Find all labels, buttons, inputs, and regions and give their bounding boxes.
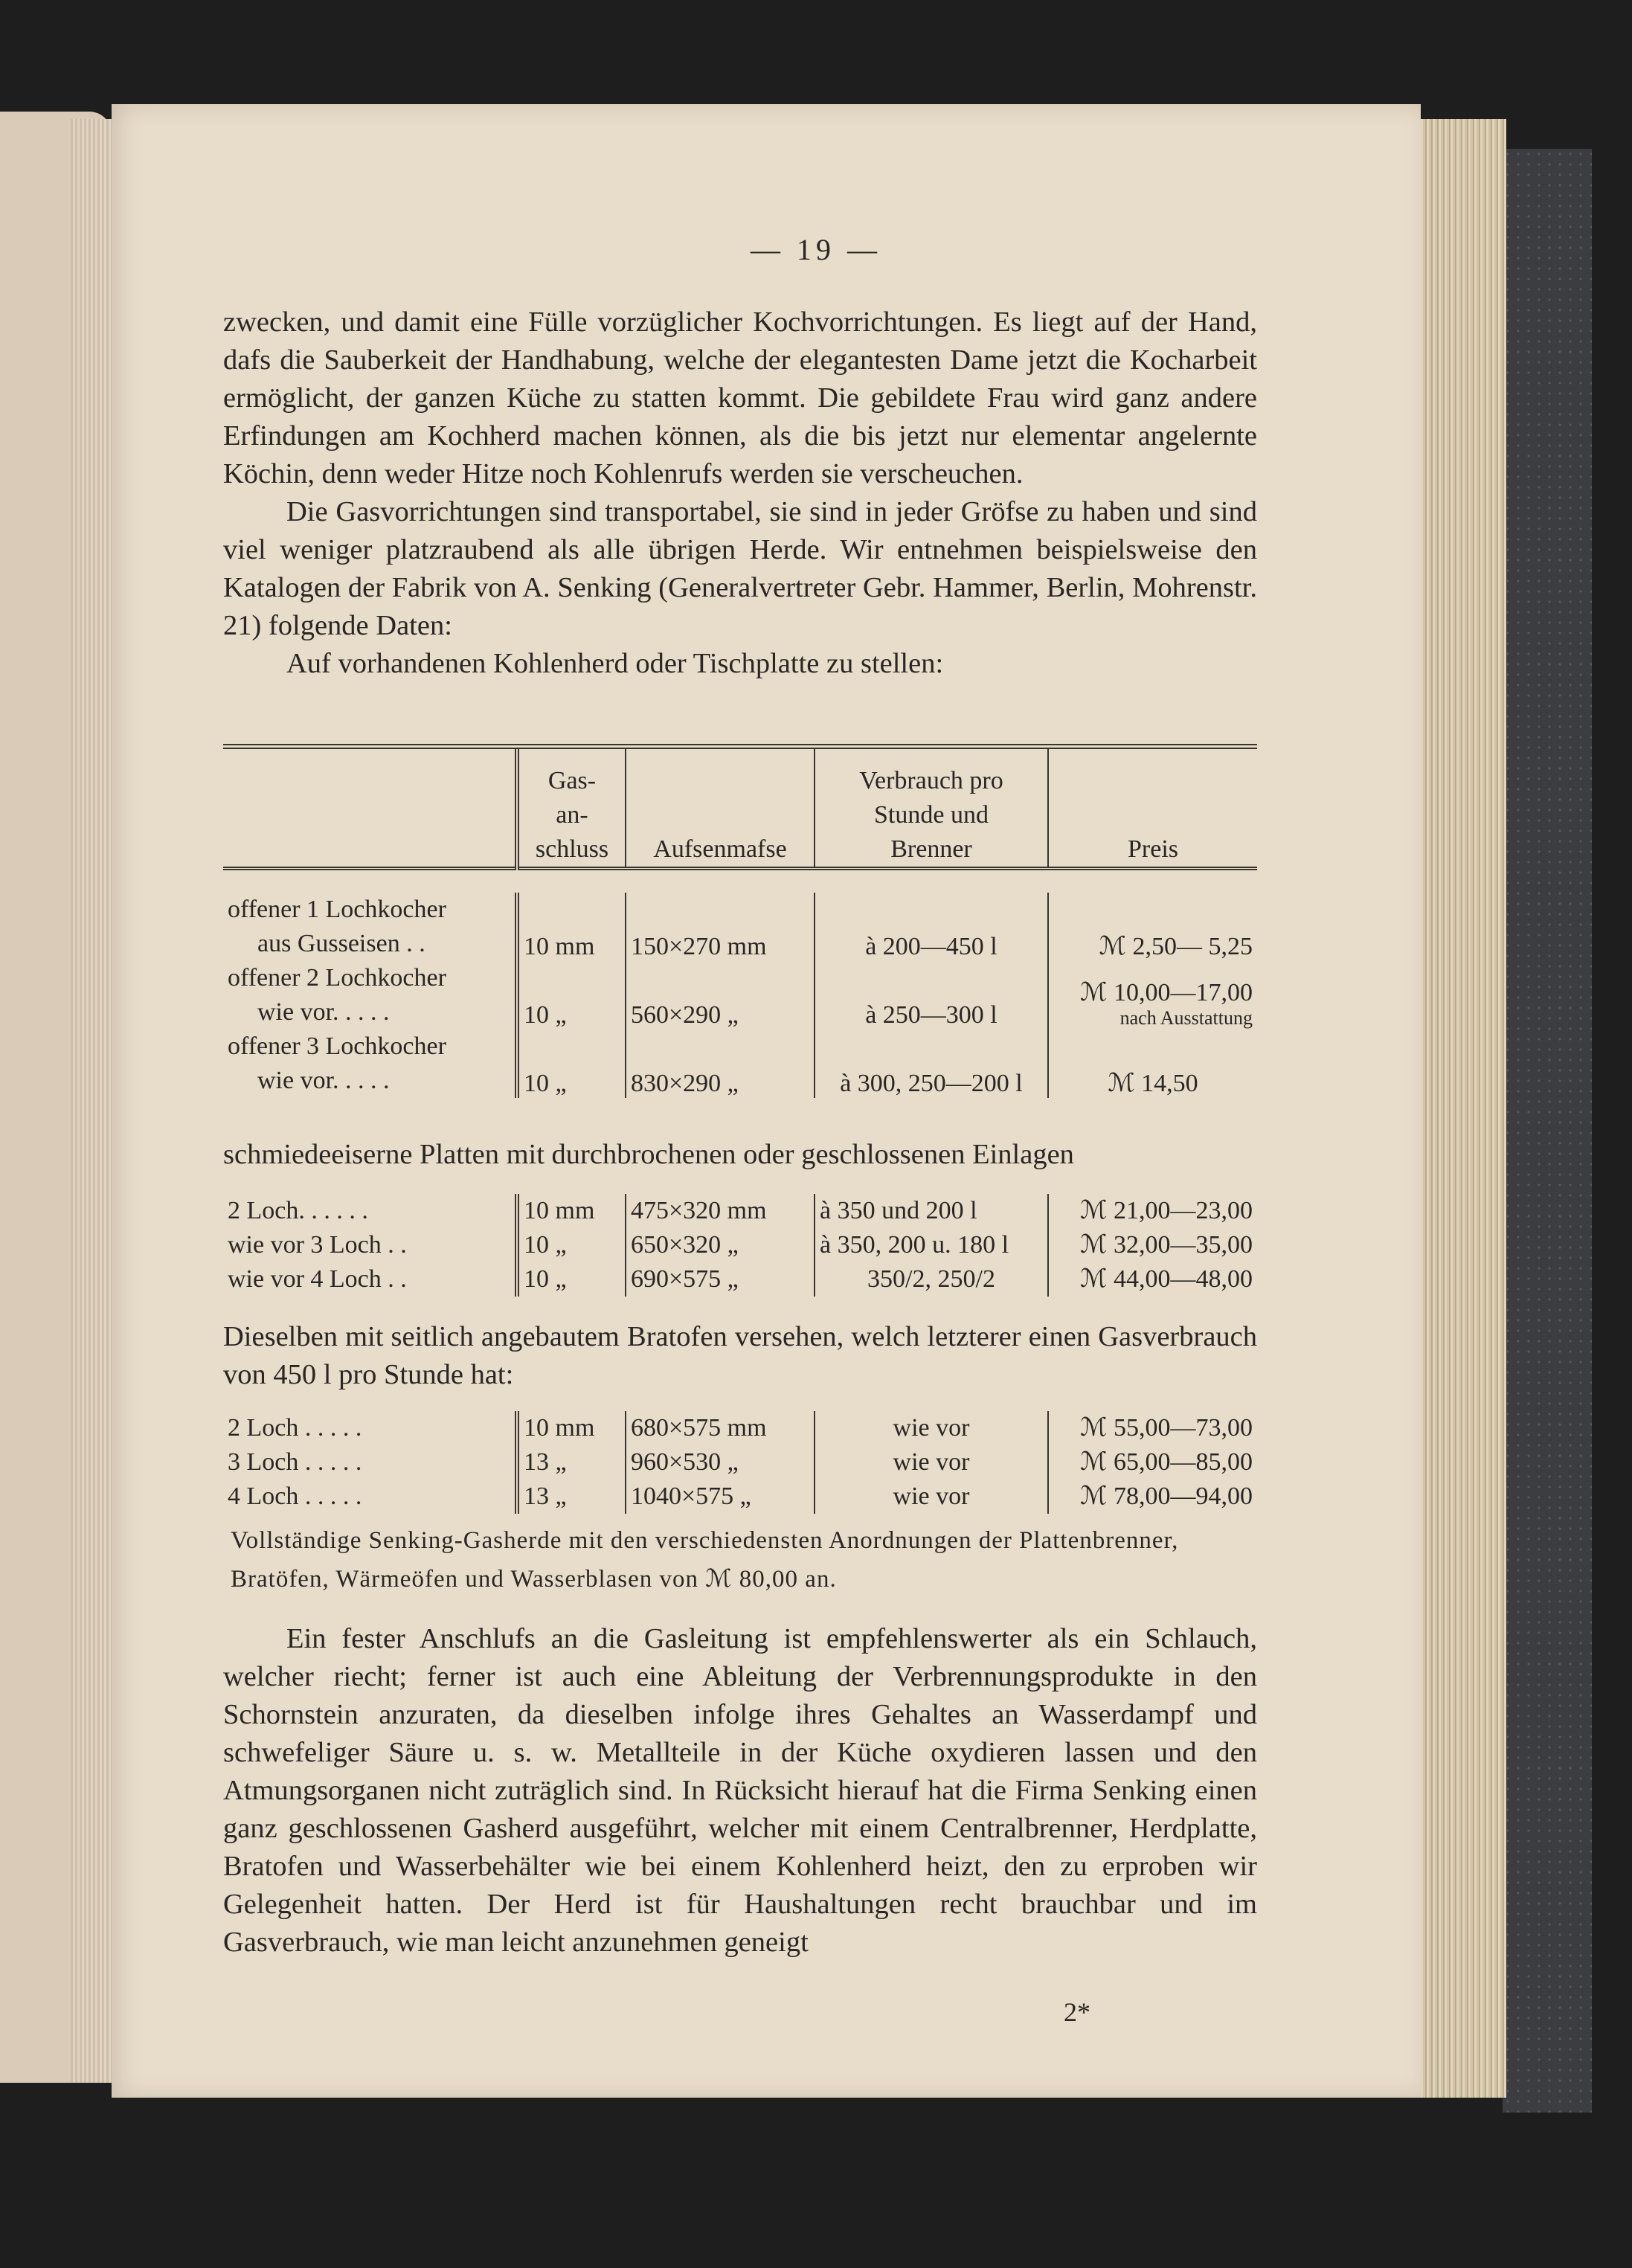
cell-name: 2 Loch. . . . . . xyxy=(228,1197,368,1224)
table-row xyxy=(223,1228,1257,1262)
table-row xyxy=(223,893,1257,961)
cell-size: 475×320 mm xyxy=(626,1194,815,1228)
table-heading-1: Auf vorhandenen Kohlenherd oder Tischplatte zu stellen: xyxy=(286,648,944,679)
row-name-line1: offener 2 Lochkocher xyxy=(228,963,446,992)
row-name-line1: offener 3 Lochkocher xyxy=(228,1032,446,1060)
cell-size: 1040×575 „ xyxy=(626,1480,815,1514)
cell-consumption: wie vor xyxy=(815,1445,1048,1480)
price-note: nach Ausstattung xyxy=(1119,1006,1253,1029)
cell-name: wie vor 3 Loch . . xyxy=(228,1231,407,1259)
cell-gas: 13 „ xyxy=(517,1480,626,1514)
row-name-line2: wie vor. . . . . xyxy=(257,1066,390,1094)
signature-mark: 2* xyxy=(1064,1997,1090,2027)
cell-price: ℳ 65,00—85,00 xyxy=(1048,1445,1257,1480)
cell-consumption: 350/2, 250/2 xyxy=(815,1262,1048,1297)
paragraph-1-text: zwecken, und damit eine Fülle vorzüglicher Kochvorrichtungen. Es liegt auf der Hand, dafs die Sauberkeit der Handhabung, welche der elegantesten Dame jetzt die Kocharbeit ermöglicht, der ganzen Küche zu statten kommt. Die gebildete Frau wird ganz andere Erfindungen am Kochherd machen können, als die bis jetzt nur elementar angelernte Köchin, denn weder Hitze noch Kohlenrufs werden sie verscheuchen. xyxy=(223,306,1257,489)
cell-size: 960×530 „ xyxy=(626,1445,815,1480)
cell-size: 830×290 „ xyxy=(626,1029,815,1098)
header-gas: Gas- an- schluss xyxy=(517,749,626,868)
cell-consumption: à 350 und 200 l xyxy=(815,1194,1048,1228)
cell-name: 4 Loch . . . . . xyxy=(228,1482,362,1510)
cell-price: ℳ 78,00—94,00 xyxy=(1048,1480,1257,1514)
cell-gas: 10 „ xyxy=(517,1228,626,1262)
cell-size: 150×270 mm xyxy=(626,893,815,961)
cell-gas: 10 „ xyxy=(517,1262,626,1297)
book-cover xyxy=(1503,149,1592,2113)
cell-gas: 13 „ xyxy=(517,1445,626,1480)
cell-size: 560×290 „ xyxy=(626,961,815,1029)
table-row xyxy=(223,1029,1257,1098)
row-name-line2: aus Gusseisen . . xyxy=(257,929,425,957)
cell-size: 650×320 „ xyxy=(626,1228,815,1262)
cell-consumption: à 250—300 l xyxy=(815,961,1048,1029)
header-size: Aufsenmafse xyxy=(626,749,815,868)
table-row xyxy=(223,1411,1257,1445)
cell-name: wie vor 4 Loch . . xyxy=(228,1265,407,1293)
row-name-line1: offener 1 Lochkocher xyxy=(228,895,446,923)
cell-consumption: à 350, 200 u. 180 l xyxy=(815,1228,1048,1262)
cell-price: ℳ 21,00—23,00 xyxy=(1048,1194,1257,1228)
page-number: — 19 — xyxy=(751,233,881,266)
table-row xyxy=(223,961,1257,1029)
catalog-note: Vollständige Senking-Gasherde mit den verschiedensten Anordnungen der Plattenbrenner, Bratöfen, Wärmeöfen und Wasserblasen von ℳ 80,00 an. xyxy=(231,1527,1179,1593)
cell-gas: 10 mm xyxy=(517,1411,626,1445)
cell-consumption: à 300, 250—200 l xyxy=(815,1029,1048,1098)
header-price: Preis xyxy=(1048,749,1257,868)
paragraph-1 xyxy=(223,303,1257,683)
table-row xyxy=(223,1194,1257,1228)
cell-gas: 10 mm xyxy=(517,893,626,961)
row-name-line2: wie vor. . . . . xyxy=(257,998,390,1026)
cell-gas: 10 mm xyxy=(517,1194,626,1228)
left-page-edge xyxy=(71,119,112,2083)
table-row xyxy=(223,1480,1257,1514)
table-heading-3: Dieselben mit seitlich angebautem Bratofen versehen, welch letzterer einen Gasverbrauch von 450 l pro Stunde hat: xyxy=(223,1321,1257,1390)
table-group-2 xyxy=(223,1194,1257,1297)
page-edges xyxy=(1417,119,1506,2098)
cell-price: ℳ 55,00—73,00 xyxy=(1048,1411,1257,1445)
price-value: ℳ 10,00—17,00 xyxy=(1080,978,1253,1006)
cell-consumption: wie vor xyxy=(815,1411,1048,1445)
cell-price xyxy=(1048,961,1257,1029)
cell-price: ℳ 2,50— 5,25 xyxy=(1048,893,1257,961)
cell-consumption: à 200—450 l xyxy=(815,893,1048,961)
cell-size: 690×575 „ xyxy=(626,1262,815,1297)
cell-price: ℳ 44,00—48,00 xyxy=(1048,1262,1257,1297)
cell-name: 3 Loch . . . . . xyxy=(228,1448,362,1476)
header-consumption: Verbrauch pro Stunde und Brenner xyxy=(815,749,1048,868)
table-row xyxy=(223,1445,1257,1480)
cell-size: 680×575 mm xyxy=(626,1411,815,1445)
cell-gas: 10 „ xyxy=(517,961,626,1029)
table-group-1 xyxy=(223,744,1257,1098)
table-row xyxy=(223,1262,1257,1297)
cell-price: ℳ 32,00—35,00 xyxy=(1048,1228,1257,1262)
table-group-3 xyxy=(223,1411,1257,1514)
table-header-row xyxy=(223,749,1257,868)
paragraph-3: Ein fester Anschlufs an die Gasleitung ist empfehlenswerter als ein Schlauch, welcher riecht; ferner ist auch eine Ableitung der Verbrennungsprodukte in den Schornstein anzuraten, da dieselben infolge ihres Gehaltes an Wasserdampf und schwefeliger Säure u. s. w. Metallteile in der Küche oxydieren lassen und den Atmungsorganen nicht zuträglich sind. In Rücksicht hierauf hat die Firma Senking einen ganz geschlossenen Gasherd ausgeführt, welcher mit einem Centralbrenner, Herdplatte, Bratofen und Wasserbehälter wie bei einem Kohlenherd heizt, den zu erproben wir Gelegenheit hatten. Der Herd ist für Haushaltungen recht brauchbar und im Gasverbrauch, wie man leicht anzunehmen geneigt xyxy=(223,1623,1257,1958)
table-heading-2: schmiedeeiserne Platten mit durchbrochenen oder geschlossenen Einlagen xyxy=(223,1139,1074,1170)
cell-price: ℳ 14,50 xyxy=(1048,1029,1257,1098)
cell-name: 2 Loch . . . . . xyxy=(228,1414,362,1442)
paragraph-2-text: Die Gasvorrichtungen sind transportabel, sie sind in jeder Gröfse zu haben und sind viel weniger platzraubend als alle übrigen Herde. Wir entnehmen beispielsweise den Katalogen der Fabrik von A. Senking (Generalvertreter Gebr. Hammer, Berlin, Mohrenstr. 21) folgende Daten: xyxy=(223,496,1257,641)
cell-consumption: wie vor xyxy=(815,1480,1048,1514)
cell-gas: 10 „ xyxy=(517,1029,626,1098)
